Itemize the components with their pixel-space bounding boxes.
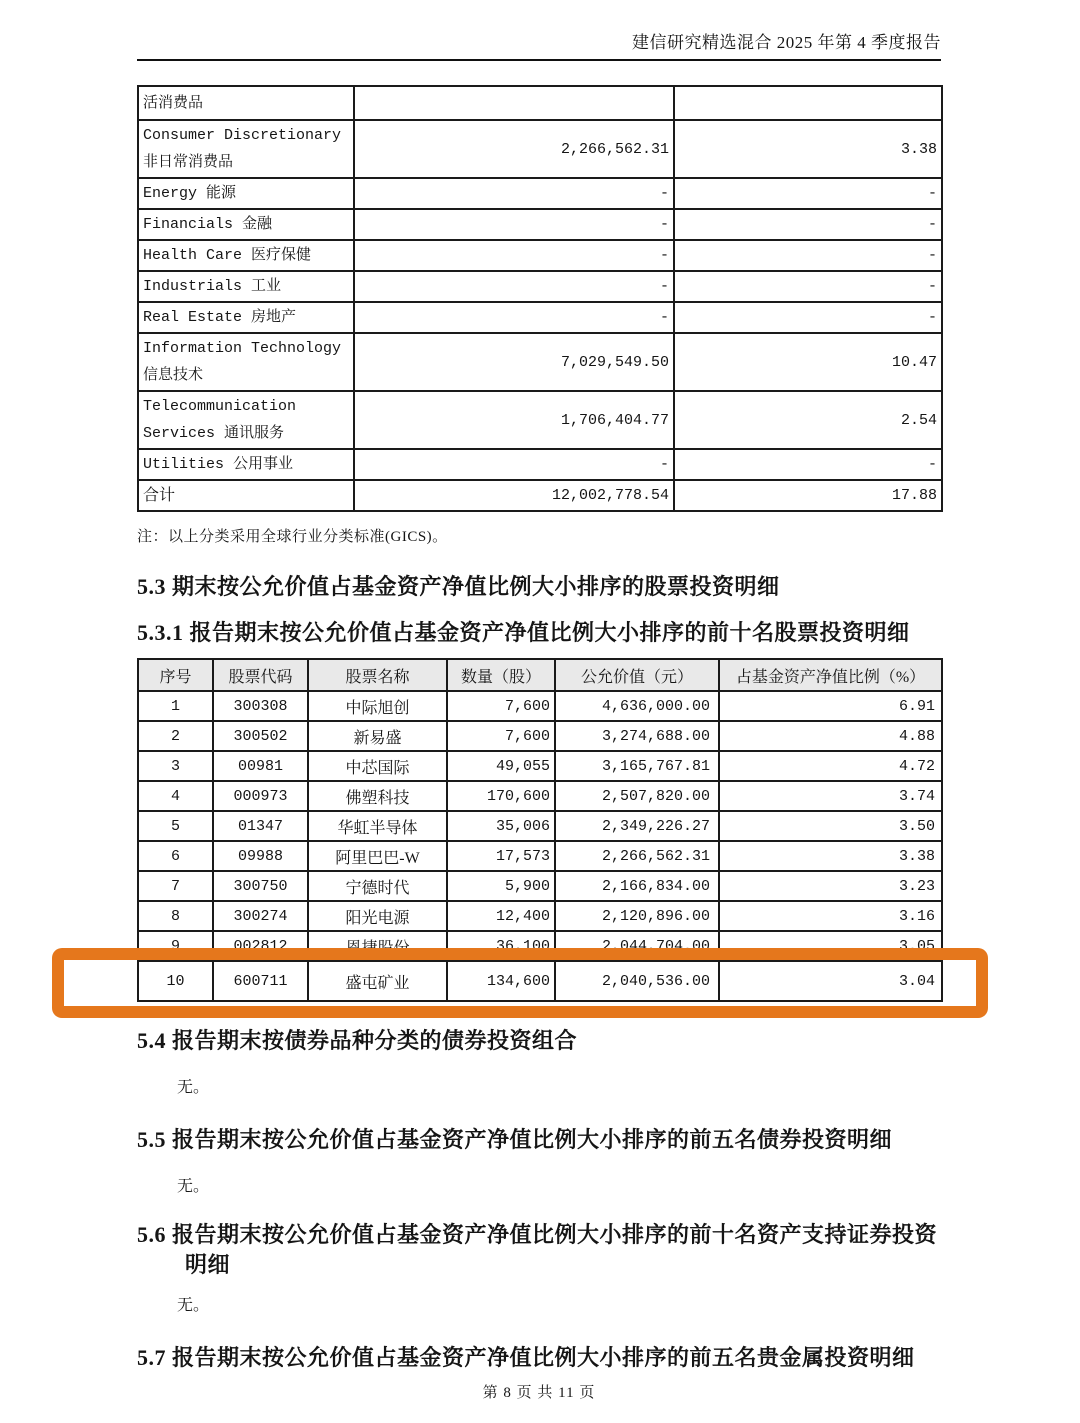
sector-label: Consumer Discretionary 非日常消费品: [138, 120, 354, 178]
cell-quantity: 17,573: [447, 841, 555, 871]
cell-code: 000973: [213, 781, 308, 811]
cell-fair-value: 2,120,896.00: [555, 901, 719, 931]
sector-label: Telecommunication Services 通讯服务: [138, 391, 354, 449]
cell-name: 华虹半导体: [308, 811, 447, 841]
cell-nav-pct: 4.88: [719, 721, 942, 751]
table-row: [138, 901, 942, 931]
sector-label: Financials 金融: [138, 209, 354, 240]
table-row: [138, 931, 942, 961]
cell-quantity: 134,600: [447, 961, 555, 1001]
cell-code: 600711: [213, 961, 308, 1001]
section-5-3-heading: 5.3 期末按公允价值占基金资产净值比例大小排序的股票投资明细: [137, 574, 780, 599]
cell-fair-value: 2,349,226.27: [555, 811, 719, 841]
cell-index: 3: [138, 751, 213, 781]
page-number: 第 8 页 共 11 页: [482, 1385, 596, 1401]
col-header-name: 股票名称: [308, 659, 447, 691]
cell-index: 8: [138, 901, 213, 931]
table-row: [138, 209, 942, 240]
table-row: [138, 302, 942, 333]
cell-index: 6: [138, 841, 213, 871]
cell-code: 300308: [213, 691, 308, 721]
table-row: [138, 721, 942, 751]
cell-quantity: 7,600: [447, 721, 555, 751]
sector-pct: 10.47: [674, 333, 942, 391]
table-row: [138, 391, 942, 449]
cell-nav-pct: 4.72: [719, 751, 942, 781]
table-row: [138, 271, 942, 302]
section-5-5-heading: 5.5 报告期末按公允价值占基金资产净值比例大小排序的前五名债券投资明细: [137, 1127, 893, 1152]
cell-index: 4: [138, 781, 213, 811]
sector-value: 12,002,778.54: [354, 480, 674, 511]
col-header-nav-pct: 占基金资产净值比例（%）: [719, 659, 942, 691]
sector-label: Industrials 工业: [138, 271, 354, 302]
cell-quantity: 7,600: [447, 691, 555, 721]
table-row: [138, 120, 942, 178]
sector-pct: -: [674, 240, 942, 271]
sector-value: -: [354, 209, 674, 240]
top10-stock-table-wrap: [137, 658, 941, 1002]
sector-pct: [674, 86, 942, 120]
sector-pct: -: [674, 209, 942, 240]
sector-label: 活消费品: [138, 86, 354, 120]
gics-note: 注：以上分类采用全球行业分类标准(GICS)。: [137, 529, 448, 545]
sector-pct: -: [674, 302, 942, 333]
section-5-4-heading: 5.4 报告期末按债券品种分类的债券投资组合: [137, 1028, 578, 1053]
col-header-index: 序号: [138, 659, 213, 691]
cell-quantity: 49,055: [447, 751, 555, 781]
cell-code: 09988: [213, 841, 308, 871]
sector-label-total: 合计: [138, 480, 354, 511]
cell-nav-pct: 3.38: [719, 841, 942, 871]
table-row: [138, 178, 942, 209]
cell-index: 10: [138, 961, 213, 1001]
cell-name: 新易盛: [308, 721, 447, 751]
cell-fair-value: 3,165,767.81: [555, 751, 719, 781]
top10-stock-table: [137, 658, 943, 1002]
sector-pct: 3.38: [674, 120, 942, 178]
sector-value: -: [354, 449, 674, 480]
col-header-code: 股票代码: [213, 659, 308, 691]
sector-label: Energy 能源: [138, 178, 354, 209]
sector-value: -: [354, 271, 674, 302]
sector-value: [354, 86, 674, 120]
cell-name: 中芯国际: [308, 751, 447, 781]
table-row: [138, 480, 942, 511]
cell-quantity: 35,006: [447, 811, 555, 841]
cell-fair-value: 2,166,834.00: [555, 871, 719, 901]
cell-fair-value: 2,266,562.31: [555, 841, 719, 871]
sector-label: Information Technology 信息技术: [138, 333, 354, 391]
cell-name: 阳光电源: [308, 901, 447, 931]
cell-code: 300502: [213, 721, 308, 751]
col-header-quantity: 数量（股）: [447, 659, 555, 691]
cell-fair-value: 3,274,688.00: [555, 721, 719, 751]
cell-nav-pct: 3.05: [719, 931, 942, 961]
col-header-fair-value: 公允价值（元）: [555, 659, 719, 691]
cell-fair-value: 4,636,000.00: [555, 691, 719, 721]
cell-code: 300274: [213, 901, 308, 931]
sector-pct: -: [674, 449, 942, 480]
section-5-7-heading: 5.7 报告期末按公允价值占基金资产净值比例大小排序的前五名贵金属投资明细: [137, 1345, 915, 1370]
cell-name: 盛屯矿业: [308, 961, 447, 1001]
sector-value: -: [354, 302, 674, 333]
sector-label: Real Estate 房地产: [138, 302, 354, 333]
table-row: [138, 86, 942, 120]
cell-code: 00981: [213, 751, 308, 781]
section-5-5-none: 无。: [177, 1178, 210, 1195]
cell-quantity: 5,900: [447, 871, 555, 901]
cell-quantity: 170,600: [447, 781, 555, 811]
cell-code: 300750: [213, 871, 308, 901]
sector-value: 7,029,549.50: [354, 333, 674, 391]
cell-nav-pct: 3.16: [719, 901, 942, 931]
cell-fair-value: 2,044,704.00: [555, 931, 719, 961]
cell-nav-pct: 3.23: [719, 871, 942, 901]
report-title: 建信研究精选混合 2025 年第 4 季度报告: [632, 33, 941, 52]
sector-value: -: [354, 178, 674, 209]
cell-nav-pct: 3.50: [719, 811, 942, 841]
sector-pct: -: [674, 271, 942, 302]
cell-code: 002812: [213, 931, 308, 961]
section-5-3-1-heading: 5.3.1 报告期末按公允价值占基金资产净值比例大小排序的前十名股票投资明细: [137, 620, 910, 645]
sector-value: -: [354, 240, 674, 271]
table-row-highlighted: [138, 961, 942, 1001]
sector-pct: 2.54: [674, 391, 942, 449]
sector-label: Utilities 公用事业: [138, 449, 354, 480]
table-row: [138, 449, 942, 480]
table-row: [138, 841, 942, 871]
table-row: [138, 691, 942, 721]
table-row: [138, 811, 942, 841]
table-row: [138, 333, 942, 391]
cell-index: 1: [138, 691, 213, 721]
cell-index: 5: [138, 811, 213, 841]
cell-fair-value: 2,040,536.00: [555, 961, 719, 1001]
section-5-4-none: 无。: [177, 1079, 210, 1096]
section-5-6-none: 无。: [177, 1297, 210, 1314]
sector-label: Health Care 医疗保健: [138, 240, 354, 271]
table-row: [138, 751, 942, 781]
table-row: [138, 781, 942, 811]
cell-name: 阿里巴巴-W: [308, 841, 447, 871]
cell-index: 9: [138, 931, 213, 961]
cell-name: 恩捷股份: [308, 931, 447, 961]
gics-sector-table: [137, 85, 943, 512]
cell-fair-value: 2,507,820.00: [555, 781, 719, 811]
table-row: [138, 240, 942, 271]
cell-quantity: 12,400: [447, 901, 555, 931]
sector-value: 2,266,562.31: [354, 120, 674, 178]
table-row: [138, 871, 942, 901]
cell-name: 中际旭创: [308, 691, 447, 721]
section-5-6-heading: 5.6 报告期末按公允价值占基金资产净值比例大小排序的前十名资产支持证券投资明细: [137, 1222, 938, 1277]
cell-quantity: 36,100: [447, 931, 555, 961]
sector-pct: 17.88: [674, 480, 942, 511]
cell-name: 宁德时代: [308, 871, 447, 901]
sector-pct: -: [674, 178, 942, 209]
cell-index: 7: [138, 871, 213, 901]
cell-nav-pct: 6.91: [719, 691, 942, 721]
cell-nav-pct: 3.04: [719, 961, 942, 1001]
page-header: [137, 0, 941, 61]
cell-nav-pct: 3.74: [719, 781, 942, 811]
sector-value: 1,706,404.77: [354, 391, 674, 449]
cell-index: 2: [138, 721, 213, 751]
table-header-row: [138, 659, 942, 691]
cell-name: 佛塑科技: [308, 781, 447, 811]
cell-code: 01347: [213, 811, 308, 841]
